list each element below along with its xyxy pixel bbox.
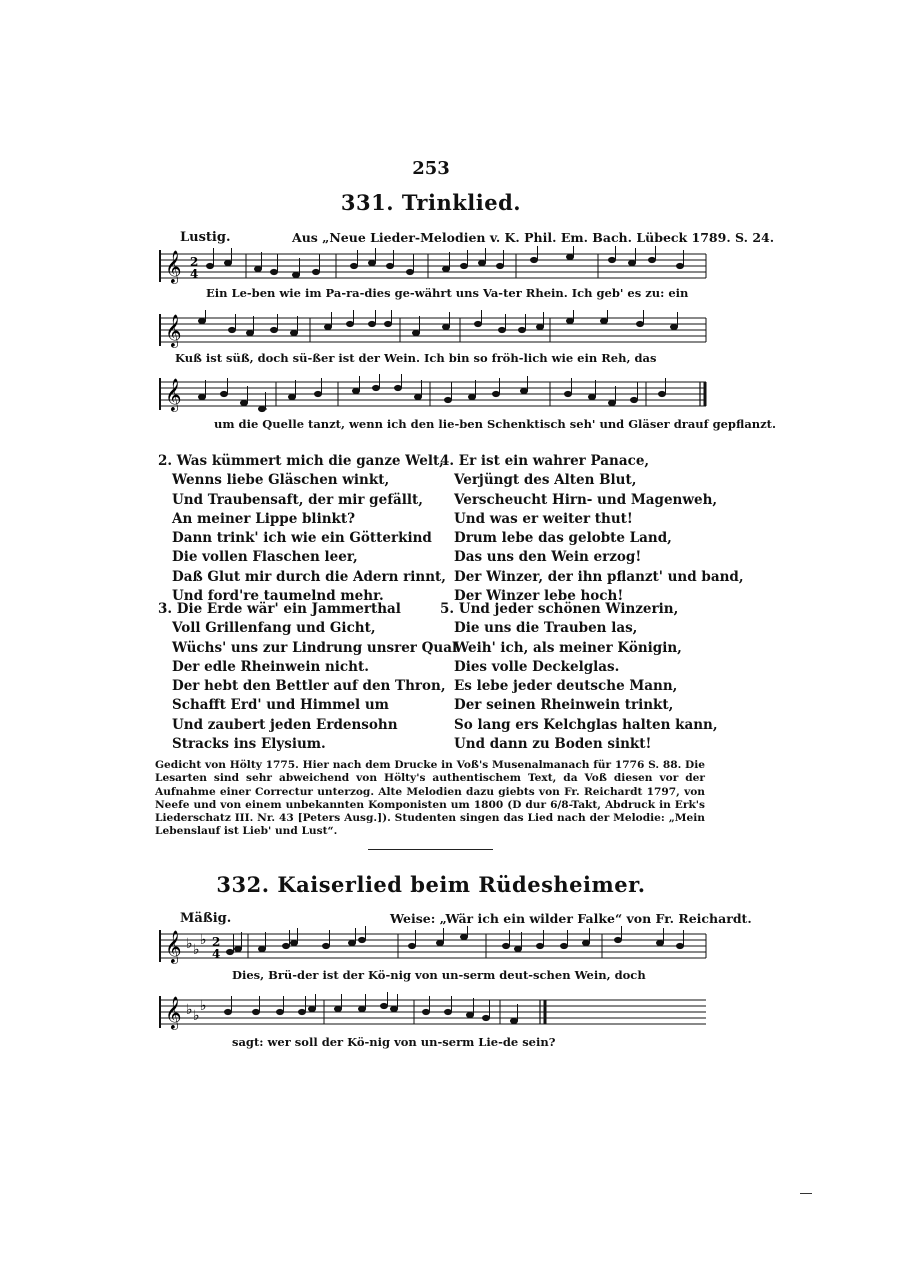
verse-line: Drum lebe das gelobte Land, <box>454 530 672 547</box>
verse-line: Und Traubensaft, der mir gefällt, <box>172 491 423 508</box>
staff-331-3 <box>150 372 710 418</box>
verse-line: Der Winzer lebe hoch! <box>454 588 624 605</box>
time-signature-top: 2 <box>212 935 221 949</box>
verse-line: Der seinen Rheinwein trinkt, <box>454 697 674 714</box>
verse-3 <box>158 600 457 754</box>
verse-line: Was kümmert mich die ganze Welt, <box>176 453 444 469</box>
verse-line: So lang ers Kelchglas halten kann, <box>454 716 718 733</box>
staff-332-2 <box>150 990 710 1036</box>
verse-line: Dann trink' ich wie ein Götterkind <box>172 530 432 547</box>
verse-line: An meiner Lippe blinkt? <box>172 510 356 527</box>
section-divider <box>368 849 493 850</box>
verse-line: Er ist ein wahrer Panace, <box>458 453 650 469</box>
verse-line: Weih' ich, als meiner Königin, <box>454 639 682 656</box>
verse-number: 4. <box>440 453 455 469</box>
song-332-tempo: Mäßig. <box>180 911 232 926</box>
verse-line: Verscheucht Hirn- und Magenweh, <box>454 491 718 508</box>
svg-text:𝄞: 𝄞 <box>165 930 182 963</box>
time-signature-bottom: 4 <box>212 947 221 961</box>
svg-text:♭: ♭ <box>193 942 200 958</box>
verse-line: Es lebe jeder deutsche Mann, <box>454 678 678 695</box>
verse-line: Und zaubert jeden Erdensohn <box>172 716 398 733</box>
verse-line: Verjüngt des Alten Blut, <box>454 472 637 489</box>
song-332-title: 332. Kaiserlied beim Rüdesheimer. <box>216 872 646 897</box>
song-331-lyrics-line-1: Ein Le-ben wie im Pa-ra-dies ge-währt uns Va-ter Rhein. Ich geb' es zu: ein <box>206 286 689 300</box>
verse-line: Daß Glut mir durch die Adern rinnt, <box>172 568 446 585</box>
verse-line: Der Winzer, der ihn pflanzt' und band, <box>454 568 744 585</box>
song-331-tempo: Lustig. <box>180 230 231 245</box>
song-331-note: Gedicht von Hölty 1775. Hier nach dem Drucke in Voß's Musenalmanach für 1776 S. 88. Die Lesarten sind sehr abweichend von Hölty's authentischem Text, da Voß diesen vor der Aufnahme einer Correctur unterzog. Alte Melodien dazu giebts von Fr. Reichardt 1797, von Neefe und von einem unbekannten Komponisten um 1800 (D dur 6/8-Takt, Abdruck in Erk's Liederschatz III. Nr. 43 [Peters Ausg.]). Studenten singen das Lied nach der Melodie: „Mein Lebenslauf ist Lieb' und Lust“. <box>155 759 705 838</box>
verse-number: 3. <box>158 601 173 617</box>
svg-text:𝄞: 𝄞 <box>165 250 182 283</box>
verse-line: Und jeder schönen Winzerin, <box>458 601 679 617</box>
song-332-source: Weise: „Wär ich ein wilder Falke“ von Fr. Reichardt. <box>390 911 752 926</box>
staff-331-2 <box>150 308 710 354</box>
verse-line: Dies volle Deckelglas. <box>454 658 620 675</box>
song-331-title: 331. Trinklied. <box>340 190 522 215</box>
verse-line: Die uns die Trauben las, <box>454 620 638 637</box>
svg-text:𝄞: 𝄞 <box>165 378 182 411</box>
verse-number: 2. <box>158 453 173 469</box>
verse-line: Und was er weiter thut! <box>454 510 633 527</box>
verse-line: Schafft Erd' und Himmel um <box>172 697 389 714</box>
verse-line: Wüchs' uns zur Lindrung unsrer Qual <box>172 639 458 656</box>
verse-line: Das uns den Wein erzog! <box>454 549 642 566</box>
song-332-lyrics-line-2: sagt: wer soll der Kö-nig von un-serm Lie-de sein? <box>232 1035 556 1049</box>
verse-line: Der hebt den Bettler auf den Thron, <box>172 678 446 695</box>
svg-text:♭: ♭ <box>200 998 207 1014</box>
song-331-source: Aus „Neue Lieder-Melodien v. K. Phil. Em. Bach. Lübeck 1789. S. 24. <box>292 230 775 245</box>
song-332-lyrics-line-1: Dies, Brü-der ist der Kö-nig von un-serm deut-schen Wein, doch <box>232 968 646 982</box>
svg-text:𝄞: 𝄞 <box>165 996 182 1029</box>
time-signature-top: 2 <box>190 255 199 269</box>
song-331-lyrics-line-3: um die Quelle tanzt, wenn ich den lie-ben Schenktisch seh' und Gläser drauf gepflanzt. <box>214 417 776 431</box>
time-signature-bottom: 4 <box>190 267 199 281</box>
verse-line: Stracks ins Elysium. <box>172 736 326 753</box>
verse-line: Wenns liebe Gläschen winkt, <box>172 472 390 489</box>
svg-text:♭: ♭ <box>193 1008 200 1024</box>
verse-line: Die Erde wär' ein Jammerthal <box>176 601 401 617</box>
page-number: 253 <box>412 158 450 179</box>
svg-text:♭: ♭ <box>186 1002 193 1018</box>
song-331-lyrics-line-2: Kuß ist süß, doch sü-ßer ist der Wein. Ich bin so fröh-lich wie ein Reh, das <box>175 351 657 365</box>
verse-line: Voll Grillenfang und Gicht, <box>172 620 376 637</box>
verse-4 <box>440 452 744 606</box>
staff-331-1 <box>150 244 710 290</box>
verse-5 <box>440 600 718 754</box>
verse-2 <box>158 452 446 606</box>
svg-text:♭: ♭ <box>200 932 207 948</box>
verse-line: Der edle Rheinwein nicht. <box>172 658 369 675</box>
verse-number: 5. <box>440 601 455 617</box>
verse-line: Die vollen Flaschen leer, <box>172 549 358 566</box>
verse-line: Und ford're taumelnd mehr. <box>172 588 384 605</box>
staff-332-1 <box>150 924 710 970</box>
verse-line: Und dann zu Boden sinkt! <box>454 736 652 753</box>
svg-text:𝄞: 𝄞 <box>165 314 182 347</box>
svg-text:♭: ♭ <box>186 936 193 952</box>
page-mark <box>800 1193 812 1194</box>
